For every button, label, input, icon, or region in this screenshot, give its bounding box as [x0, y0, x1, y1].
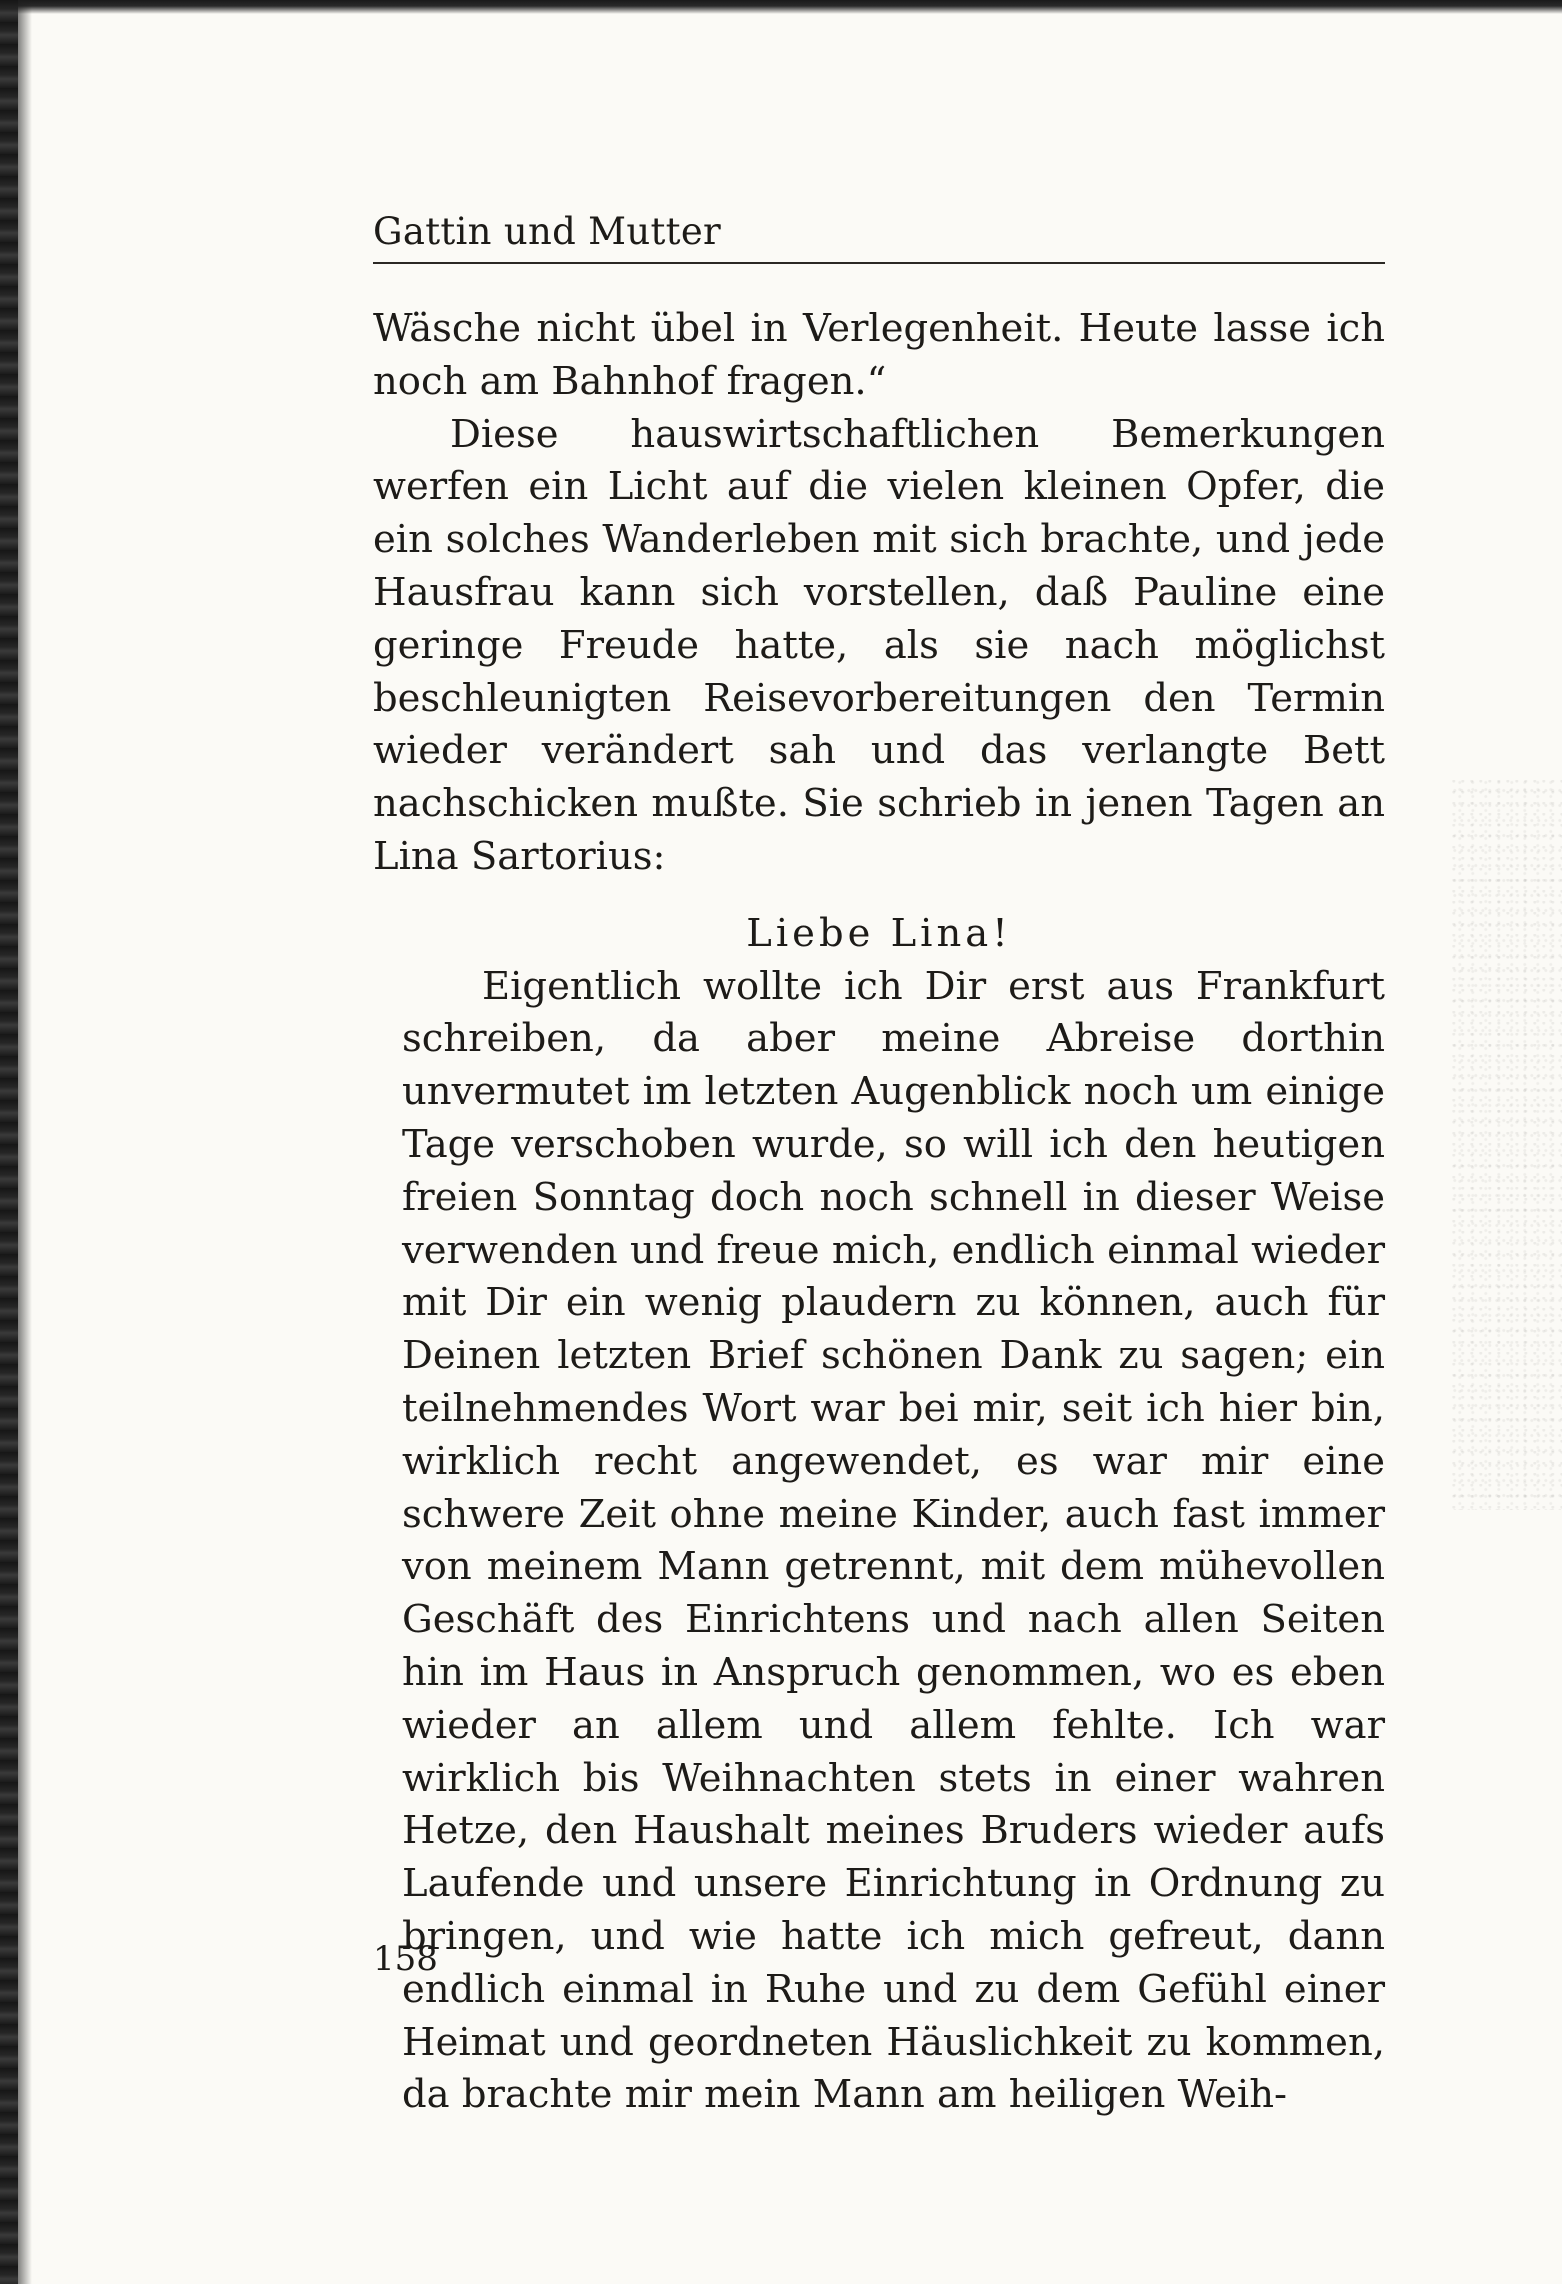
running-head: Gattin und Mutter	[373, 210, 722, 253]
paragraph-continued: Wäsche nicht übel in Verlegenheit. Heute lasse ich noch am Bahnhof fragen.“	[373, 306, 1385, 404]
letter-quote	[402, 961, 1385, 2123]
page-number: 158	[373, 1939, 438, 1979]
scan-edge-shadow	[18, 0, 32, 2284]
body-text	[373, 303, 1385, 2122]
scan-speckle	[1452, 780, 1562, 1510]
letter-paragraph: Eigentlich wollte ich Dir erst aus Frankfurt schreiben, da aber meine Abreise dorthin unvermutet im letzten Augenblick noch um einige Tage verschoben wurde, so will ich den heutigen freien Sonntag doch noch schnell in dieser Weise verwenden und freue mich, endlich einmal wieder mit Dir ein wenig plaudern zu können, auch für Deinen letzten Brief schönen Dank zu sagen; ein teilnehmendes Wort war bei mir, seit ich hier bin, wirklich recht angewendet, es war mir eine schwere Zeit ohne meine Kinder, auch fast immer von meinem Mann getrennt, mit dem mühevollen Geschäft des Einrichtens und nach allen Seiten hin im Haus in Anspruch genommen, wo es eben wieder an allem und allem fehlte. Ich war wirklich bis Weihnachten stets in einer wahren Hetze, den Haushalt meines Bruders wieder aufs Laufende und unsere Einrichtung in Ordnung zu bringen, und wie hatte ich mich gefreut, dann endlich einmal in Ruhe und zu dem Gefühl einer Heimat und geordneten Häuslichkeit zu kommen, da brachte mir mein Mann am heiligen Weih-	[402, 963, 1385, 2118]
scan-edge-top	[0, 0, 1562, 14]
scan-edge-left	[0, 0, 18, 2284]
letter-salutation: Liebe Lina!	[746, 910, 1012, 956]
header-rule	[373, 262, 1385, 264]
paragraph: Diese hauswirtschaftlichen Bemerkungen werfen ein Licht auf die vielen kleinen Opfer, die ein solches Wanderleben mit sich brachte, und jede Hausfrau kann sich vorstellen, daß Pauline eine geringe Freude hatte, als sie nach möglichst beschleunigten Reisevorbereitungen den Termin wieder verändert sah und das verlangte Bett nachschicken mußte. Sie schrieb in jenen Tagen an Lina Sartorius:	[373, 411, 1385, 879]
